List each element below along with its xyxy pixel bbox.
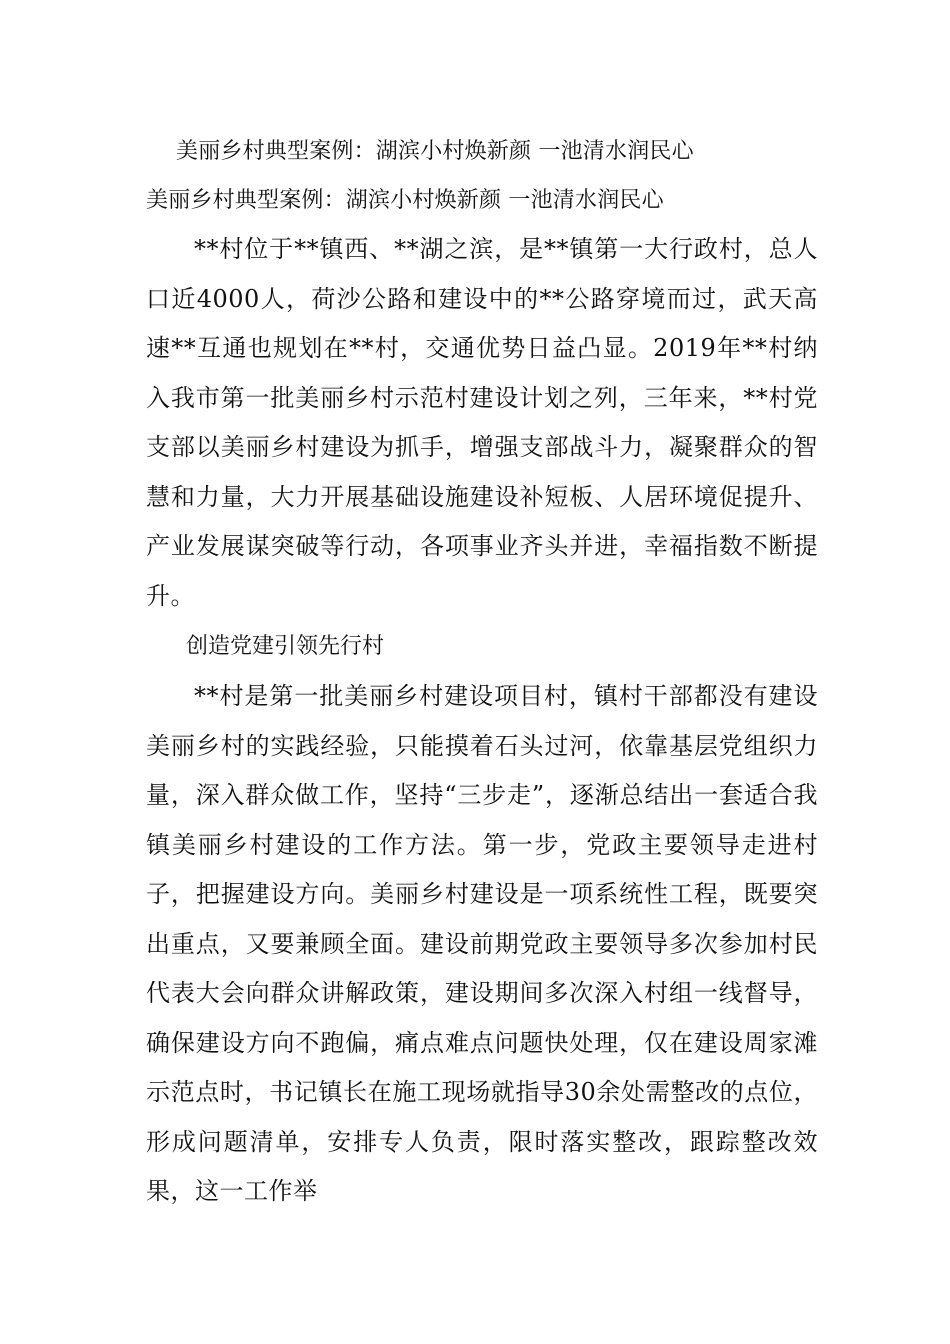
document-title-repeat: 美丽乡村典型案例：湖滨小村焕新颜 一池清水润民心 <box>146 188 664 213</box>
document-title: 美丽乡村典型案例：湖滨小村焕新颜 一池清水润民心 <box>176 139 694 164</box>
intro-paragraph: **村位于**镇西、**湖之滨，是**镇第一大行政村，总人口近4000人，荷沙公路和建设中的**公路穿境而过，武天高速**互通也规划在**村，交通优势日益凸显。2019年**村纳入我市第一批美丽乡村示范村建设计划之列，三年来，**村党支部以美丽乡村建设为抓手，增强支部战斗力，凝聚群众的智慧和力量，大力开展基础设施建设补短板、人居环境促提升、产业发展谋突破等行动，各项事业齐头并进，幸福指数不断提升。 <box>146 235 818 610</box>
body-paragraph: **村是第一批美丽乡村建设项目村，镇村干部都没有建设美丽乡村的实践经验，只能摸着石头过河，依靠基层党组织力量，深入群众做工作，坚持“三步走”，逐渐总结出一套适合我镇美丽乡村建设的工作方法。第一步，党政主要领导走进村子，把握建设方向。美丽乡村建设是一项系统性工程，既要突出重点，又要兼顾全面。建设前期党政主要领导多次参加村民代表大会向群众讲解政策，建设期间多次深入村组一线督导，确保建设方向不跑偏，痛点难点问题快处理，仅在建设周家滩示范点时，书记镇长在施工现场就指导30余处需整改的点位，形成问题清单，安排专人负责，限时落实整改，跟踪整改效果，这一工作举 <box>146 682 818 1205</box>
section-heading: 创造党建引领先行村 <box>186 634 385 659</box>
